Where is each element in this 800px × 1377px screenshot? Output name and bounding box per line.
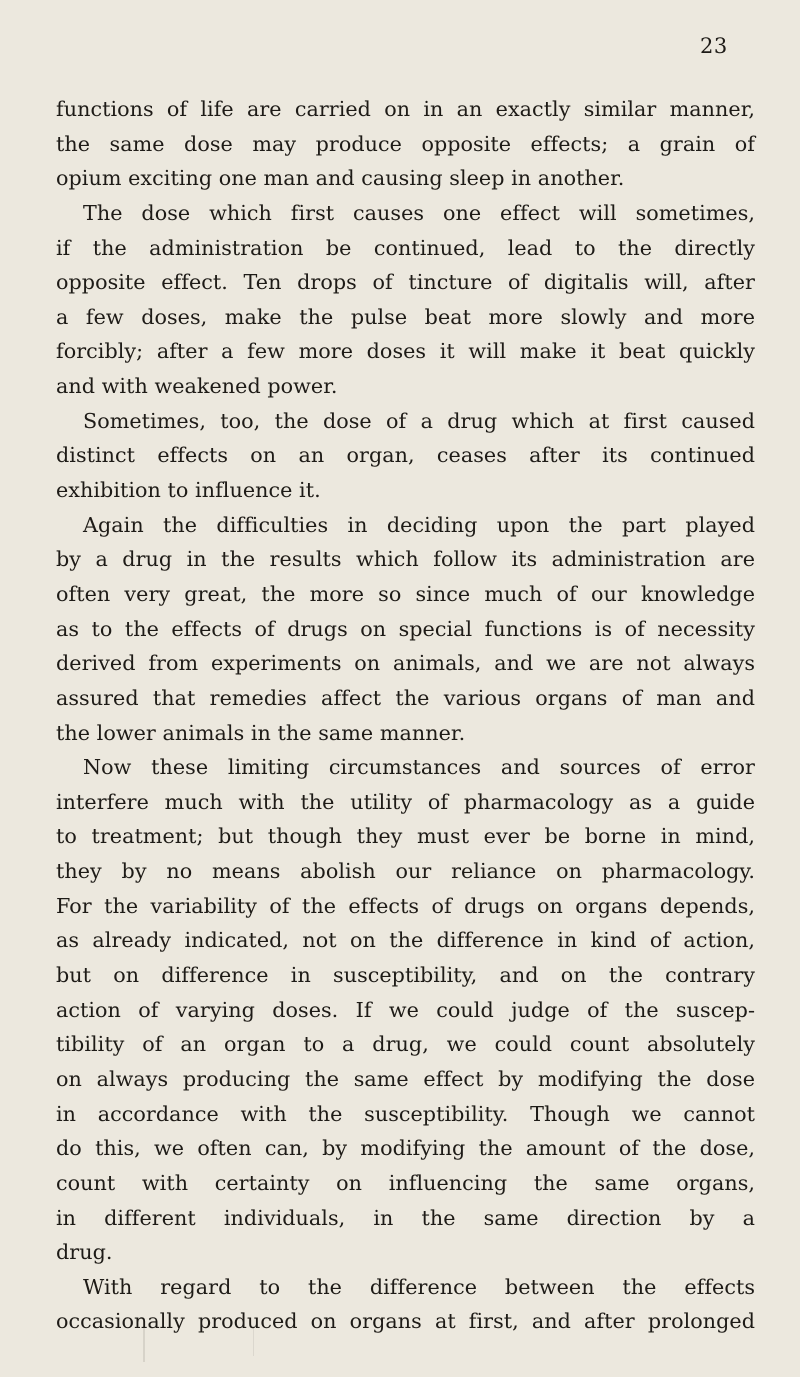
text-line: do this, we often can, by modifying the amount of the dose, — [56, 1136, 755, 1161]
paragraph-start-line: Now these limiting circumstances and sources of error — [83, 755, 755, 780]
text-line: forcibly; after a few more doses it will make it beat quickly — [56, 339, 755, 364]
text-line: action of varying doses. If we could judge of the suscep- — [56, 997, 755, 1022]
text-line: in accordance with the susceptibility. Though we cannot — [56, 1101, 755, 1126]
scan-artifact — [253, 1328, 254, 1356]
text-line: a few doses, make the pulse beat more slowly and more — [56, 304, 755, 329]
text-line: they by no means abolish our reliance on pharmacology. — [56, 859, 755, 884]
body-text — [56, 92, 755, 1339]
text-line: tibility of an organ to a drug, we could count absolutely — [56, 1032, 755, 1057]
text-line: assured that remedies affect the various organs of man and — [56, 685, 755, 710]
page-number: 23 — [700, 34, 728, 58]
text-line: to treatment; but though they must ever be borne in mind, — [56, 824, 755, 849]
text-line: drug. — [56, 1240, 113, 1265]
text-line: as already indicated, not on the difference in kind of action, — [56, 928, 755, 953]
paragraph-start-line: With regard to the difference between the effects — [83, 1274, 755, 1299]
text-line: the same dose may produce opposite effects; a grain of — [56, 131, 755, 156]
paragraph-start-line: Sometimes, too, the dose of a drug which at first caused — [83, 408, 755, 433]
text-line: For the variability of the effects of drugs on organs depends, — [56, 893, 755, 918]
text-line: count with certainty on influencing the same organs, — [56, 1170, 755, 1195]
text-line: but on difference in susceptibility, and on the contrary — [56, 963, 755, 988]
text-line: exhibition to influence it. — [56, 478, 321, 503]
text-line: on always producing the same effect by modifying the dose — [56, 1066, 755, 1091]
text-line: by a drug in the results which follow its administration are — [56, 547, 755, 572]
text-line: the lower animals in the same manner. — [56, 720, 466, 745]
text-line: often very great, the more so since much of our knowledge — [56, 581, 755, 606]
text-line: and with weakened power. — [56, 374, 338, 399]
text-line: as to the effects of drugs on special functions is of necessity — [56, 616, 755, 641]
text-line: functions of life are carried on in an exactly similar manner, — [56, 97, 755, 121]
paragraph-start-line: The dose which first causes one effect will sometimes, — [83, 200, 755, 225]
scan-artifact — [143, 1326, 145, 1362]
text-line: in different individuals, in the same direction by a — [56, 1205, 755, 1230]
text-line: distinct effects on an organ, ceases after its continued — [56, 443, 755, 468]
text-line: if the administration be continued, lead to the directly — [56, 235, 755, 260]
text-line: occasionally produced on organs at first, and after prolonged — [56, 1309, 755, 1334]
paragraph-start-line: Again the difficulties in deciding upon the part played — [83, 512, 755, 537]
text-line: opposite effect. Ten drops of tincture of digitalis will, after — [56, 270, 755, 295]
text-line: opium exciting one man and causing sleep in another. — [56, 166, 625, 191]
text-line: interfere much with the utility of pharmacology as a guide — [56, 789, 755, 814]
text-line: derived from experiments on animals, and we are not always — [56, 651, 755, 676]
